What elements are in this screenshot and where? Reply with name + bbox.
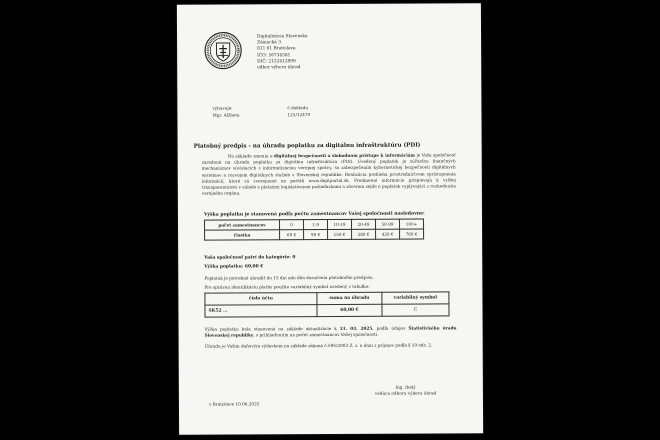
amount-line: Výška poplatku: 60,00 € <box>204 264 264 270</box>
amount-cell: 90 € <box>304 230 328 240</box>
employees-cell: 1-9 <box>304 220 328 230</box>
basis-text-3: , s prihliadnutím na počet zamestnancov Vašej spoločnosti. <box>253 331 379 338</box>
employees-cell: 20-49 <box>352 219 376 229</box>
handler-value: Mgr. Alžbeta <box>212 111 240 118</box>
amount-cell: 420 € <box>376 229 400 239</box>
amount-cell: 280 € <box>352 229 376 239</box>
fee-heading: Výška poplatku je stanovená podľa počtu zamestnancov Vašej spoločnosti nasledovne: <box>203 211 425 218</box>
amount-cell: 150 € <box>328 229 352 239</box>
intro-text-1: Na základe zmeniu o <box>227 153 275 159</box>
account-header: číslo účtu <box>205 293 317 306</box>
fee-table <box>204 219 424 241</box>
basis-paragraph <box>205 325 457 339</box>
basis-text-2: , podľa údajov <box>372 325 409 331</box>
category-line: Vaša spoločnosť patrí do kategórie: 0 <box>204 255 296 261</box>
payment-table <box>204 291 449 317</box>
sender-address <box>257 34 308 71</box>
document-page <box>177 3 483 435</box>
table-row <box>205 229 424 240</box>
handler-block <box>212 105 239 118</box>
org-street: Zámocká 3 <box>257 40 281 46</box>
account-value: SK52 ... <box>205 305 317 318</box>
place-date: v Bratislave 10.06.2025 <box>208 401 260 407</box>
org-dic: DIČ: 2122412899 <box>257 58 296 65</box>
org-city: 811 01 Bratislava <box>257 46 296 52</box>
basis-source: Štatistického úradu Slovenskej republiky <box>204 325 457 338</box>
document-number-value: 125/12470 <box>287 111 311 117</box>
due-line: Poplatok je potrebné uhradiť do 15 dní odo dňa doručenia platobného predpisu. <box>204 274 374 281</box>
employees-cell: 0 <box>280 220 304 230</box>
variable-symbol-line: Pre správnu identifikáciu platby použite variabilný symbol uvedený v tabuľke: <box>204 283 370 290</box>
employees-cell: 100+ <box>400 219 424 229</box>
coat-of-arms-logo <box>204 31 242 69</box>
amount-cell: 60 € <box>280 230 304 240</box>
org-ico: IČO: 56734581 <box>257 52 291 58</box>
org-name: Digitalizácia Slovenska <box>257 34 308 40</box>
document-title: Platobný predpis - na úhradu poplatku za digitálnu infraštruktúru (PDI) <box>193 142 421 150</box>
signature-block <box>375 384 436 397</box>
document-number-label: č.dokladu <box>287 105 309 111</box>
amount-row-label: čiastka <box>205 230 280 240</box>
amount-cell: 760 € <box>400 229 424 239</box>
vs-value: C <box>382 304 449 316</box>
basis-text-1: Výška poplatku bola stanovená na základe aktualizácie k <box>204 325 340 332</box>
sum-value: 60,00 € <box>317 304 382 316</box>
vs-header: variabilný symbol <box>382 292 449 304</box>
table-row <box>205 304 449 317</box>
sum-header: suma na úhradu <box>317 292 382 304</box>
signatory-name: Ing. Ibolý <box>395 384 416 390</box>
intro-paragraph <box>202 152 456 197</box>
intro-bold-law: digitálnej bezpečnosti a slobodnom prístupe k informáciám <box>273 152 415 159</box>
org-department: odbor výberu úhrad <box>257 65 301 71</box>
employees-cell: 10-19 <box>328 219 352 229</box>
employees-row-label: počet zamestnancov <box>205 220 280 230</box>
tax-paragraph: Úhrada je Vaším daňovým výdavkom na základe zákona č.595/2003 Z. z. o dani z príjmov podľa § 19 ods. 2. <box>204 342 433 349</box>
signatory-role: vedúca odboru výberu úhrad <box>374 390 437 396</box>
document-number-block <box>287 105 310 118</box>
employees-cell: 50-99 <box>376 219 400 229</box>
intro-text-2: je Vaša spoločnosť zaradená na úhradu poplatku za digitálnu infraštruktúru (PDI). Uvedený poplatok je súčasťou finančných mechanizmov súvisiacich s informatizáciou verejnej správy, so zabezpečením kybernetickej bezpečnosti digitálnych systémov a rozvojom digitálnych služieb v Slovenskej republike. Realizácia prebieha prostredníctvom sprístupnenia informácií, ktoré sú zverejnené na portáli www.digitportal.sk. Predmetné informácie prispievajú k vyššej transparentnosti v súlade s platnými legislatívnymi požiadavkami a záverom sejde o poplatok vyplývajúci z rozhodnutia verejného orgánu. <box>201 152 456 196</box>
handler-label: vybavuje: <box>212 105 233 111</box>
basis-date: 31. 03. 2025 <box>339 325 373 331</box>
